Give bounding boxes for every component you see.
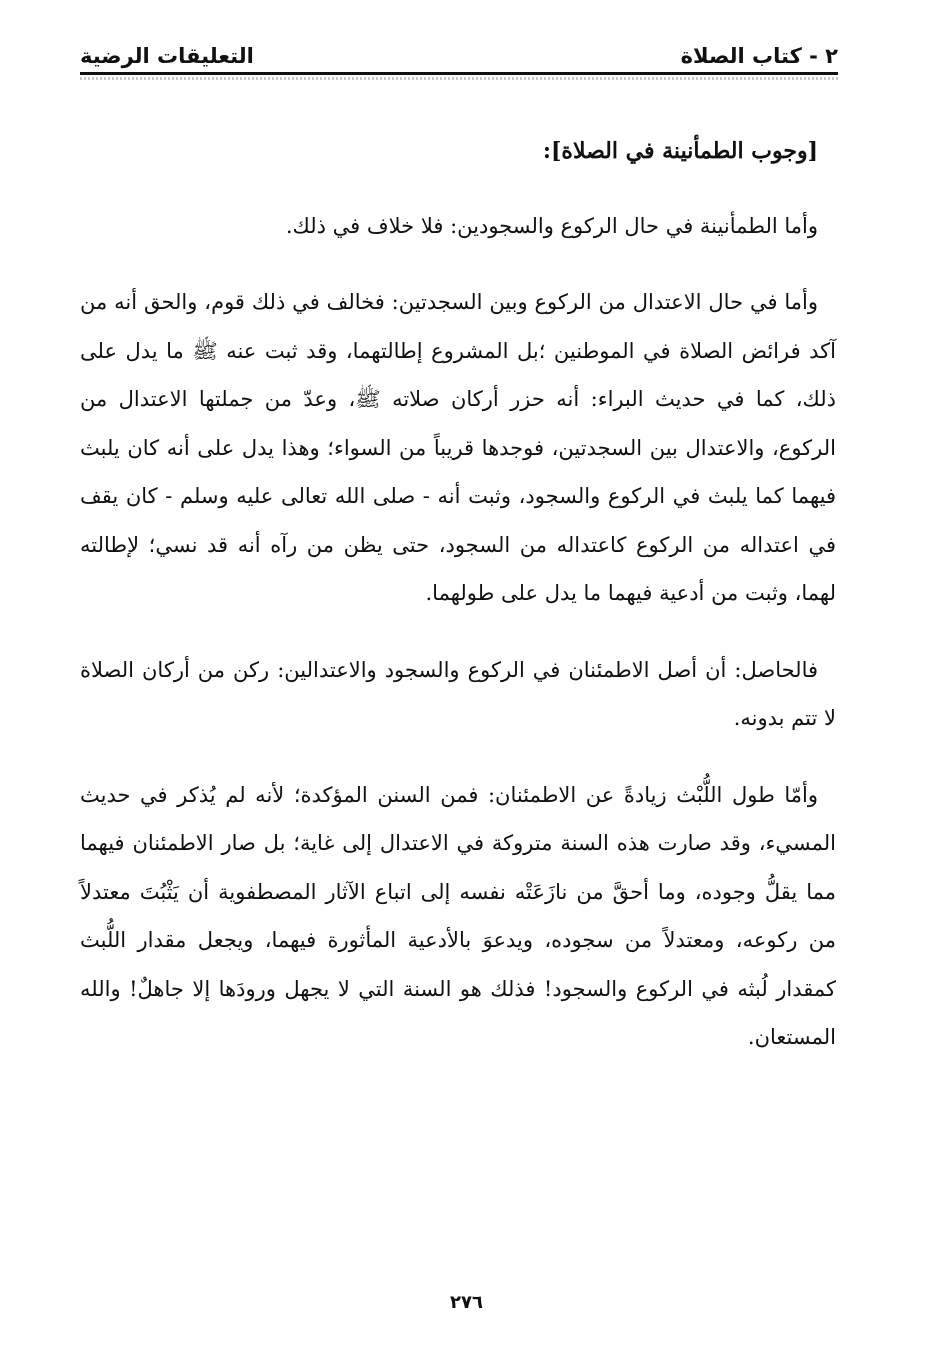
section-heading: [وجوب الطمأنينة في الصلاة]: <box>542 138 818 164</box>
page-number: ٢٧٦ <box>450 1292 483 1313</box>
paragraph <box>80 771 836 1062</box>
paragraph-text: فالحاصل: أن أصل الاطمئنان في الركوع والسجود والاعتدالين: ركن من أركان الصلاة لا تتم بدونه. <box>80 657 836 730</box>
chapter-title: ٢ - كتاب الصلاة <box>680 44 838 68</box>
header-rule <box>80 72 838 75</box>
page-body <box>80 127 836 1062</box>
paragraph <box>80 646 836 743</box>
paragraph-text: وأمّا طول اللُّبْث زيادةً عن الاطمئنان: فمن السنن المؤكدة؛ لأنه لم يُذكر في حديث المسيء، وقد صارت هذه السنة متروكة في الاعتدال إلى غاية؛ بل صار الاطمئنان فيهما مما يقلُّ وجوده، وما أحقَّ من نازَعَتْه نفسه إلى اتباع الآثار المصطفوية أن يَثْبُتَ معتدلاً من ركوعه، ومعتدلاً من سجوده، ويدعوَ بالأدعية المأثورة فيهما، ويجعل مقدار اللُّبث كمقدار لُبثه في الركوع والسجود! فذلك هو السنة التي لا يجهل ورودَها إلا جاهلٌ! والله المستعان. <box>80 782 836 1049</box>
paragraph <box>80 278 836 618</box>
header-rule-shadow <box>80 77 838 80</box>
book-title: التعليقات الرضية <box>80 44 254 68</box>
running-header <box>80 36 838 70</box>
paragraph: وأما الطمأنينة في حال الركوع والسجودين: فلا خلاف في ذلك. <box>285 213 818 238</box>
paragraph-text: وأما في حال الاعتدال من الركوع وبين السجدتين: فخالف في ذلك قوم، والحق أنه من آكد فرائض الصلاة في الموطنين ؛بل المشروع إطالتهما، وقد ثبت عنه ﷺ ما يدل على ذلك، كما في حديث البراء: أنه حزر أركان صلاته ﷺ، وعدّ من جملتها الاعتدال من الركوع، والاعتدال بين السجدتين، فوجدها قريباً من السواء؛ وهذا يدل على أنه كان يلبث فيهما كما يلبث في الركوع والسجود، وثبت أنه - صلى الله تعالى عليه وسلم - كان يقف في اعتداله من الركوع كاعتداله من السجود، حتى يظن من رآه أنه قد نسي؛ لإطالته لهما، وثبت من أدعية فيهما ما يدل على طولهما. <box>80 290 836 605</box>
